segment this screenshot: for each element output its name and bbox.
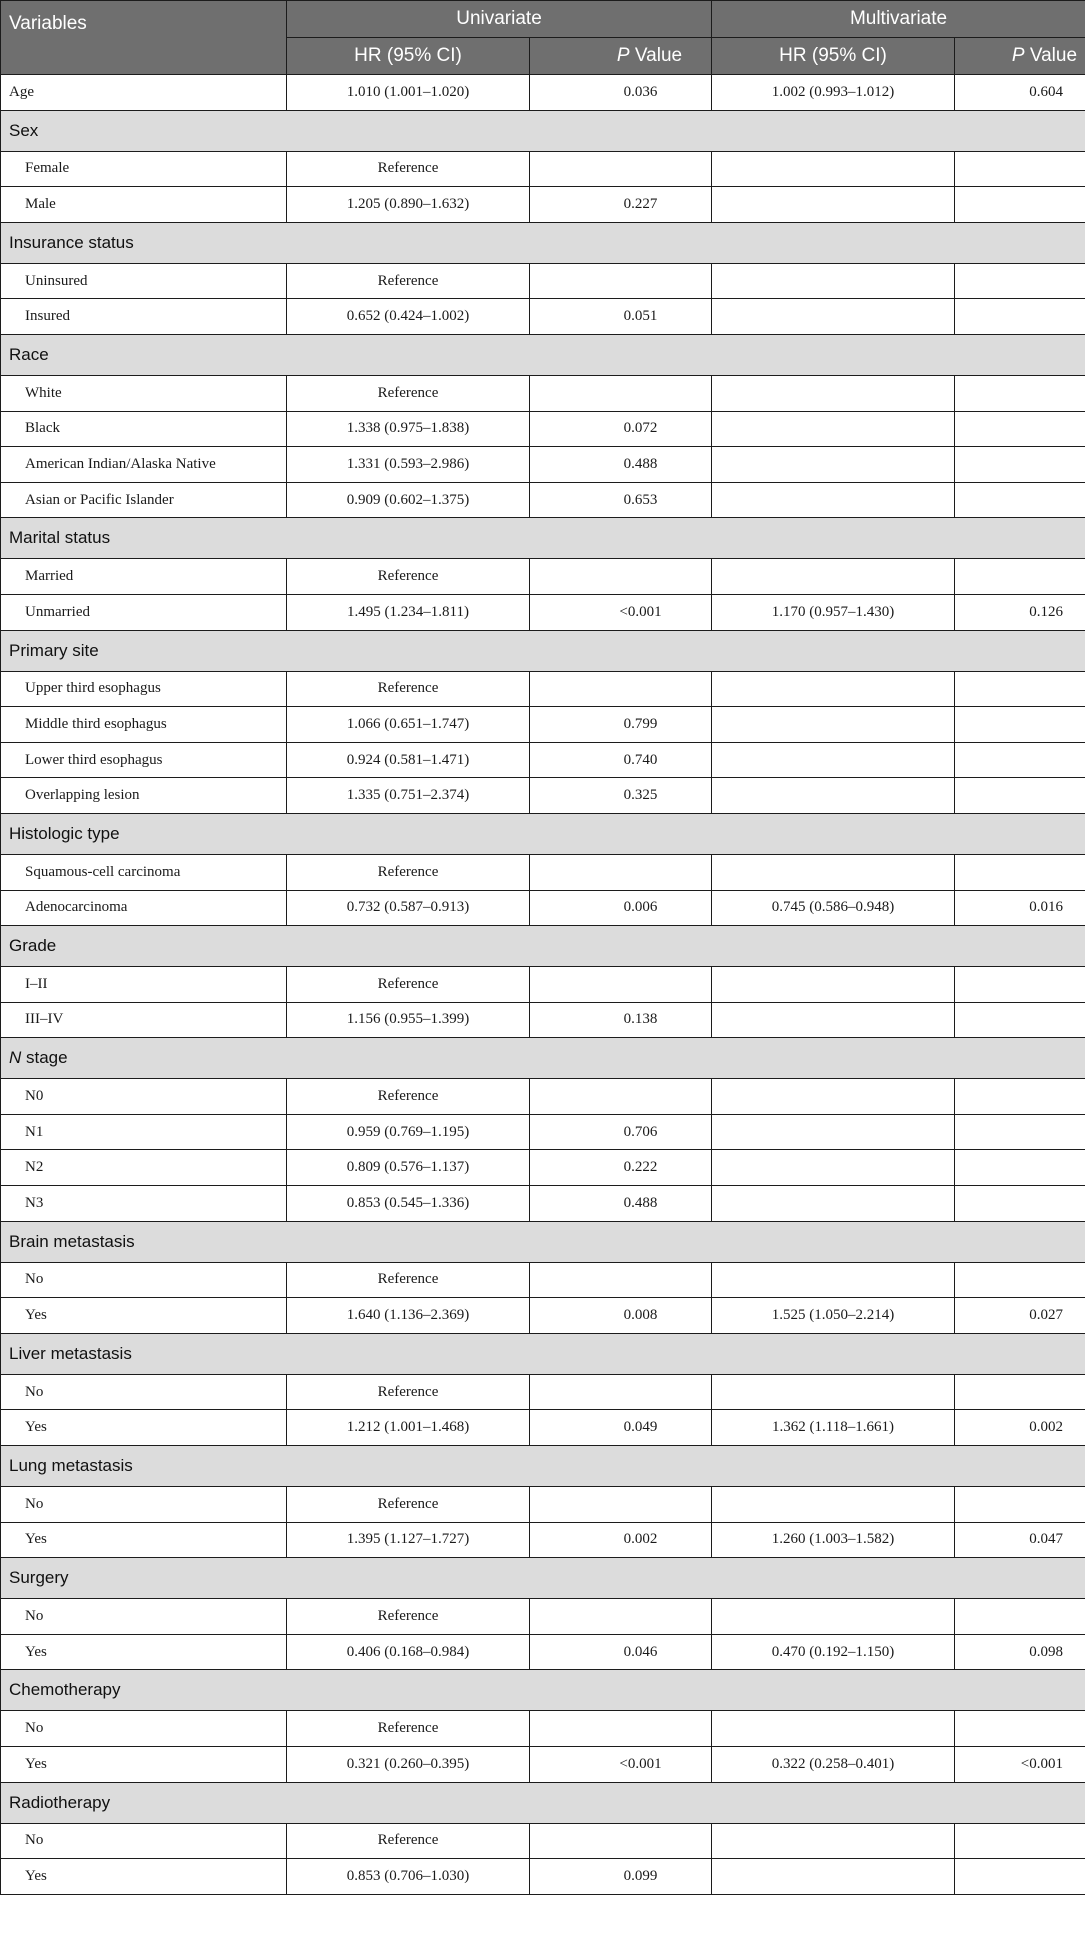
univariate-p-cell: 0.740: [530, 742, 712, 778]
multivariate-hr-cell: [712, 1150, 955, 1186]
group-label: Surgery: [1, 1558, 1085, 1599]
variable-cell: Age: [1, 75, 287, 111]
multivariate-p-cell: [955, 187, 1085, 223]
table-row: [1, 263, 1085, 299]
multivariate-p-cell: [955, 1114, 1085, 1150]
multivariate-p-cell: [955, 263, 1085, 299]
group-header-row: [1, 1558, 1085, 1599]
variable-cell: Yes: [1, 1747, 287, 1783]
p-italic: P: [616, 45, 630, 66]
variable-cell: Black: [1, 411, 287, 447]
group-header-row: [1, 518, 1085, 559]
table-row: [1, 742, 1085, 778]
multivariate-hr-cell: [712, 1374, 955, 1410]
multivariate-p-cell: [955, 299, 1085, 335]
table-row: [1, 1522, 1085, 1558]
univariate-hr-cell: 0.406 (0.168–0.984): [287, 1634, 530, 1670]
multivariate-hr-cell: [712, 1823, 955, 1859]
multivariate-hr-cell: [712, 671, 955, 707]
univariate-hr-cell: 1.212 (1.001–1.468): [287, 1410, 530, 1446]
variable-cell: I–II: [1, 967, 287, 1003]
table-row: [1, 671, 1085, 707]
multivariate-hr-cell: 1.260 (1.003–1.582): [712, 1522, 955, 1558]
univariate-p-cell: [530, 854, 712, 890]
table-row: [1, 1823, 1085, 1859]
group-label: [1, 1038, 1085, 1079]
group-label: Grade: [1, 926, 1085, 967]
table-row: [1, 778, 1085, 814]
univariate-p-cell: 0.046: [530, 1634, 712, 1670]
univariate-p-cell: 0.051: [530, 299, 712, 335]
univariate-hr-cell: Reference: [287, 1262, 530, 1298]
multivariate-hr-cell: [712, 967, 955, 1003]
multivariate-hr-cell: [712, 778, 955, 814]
table-row: [1, 1114, 1085, 1150]
table-row: [1, 707, 1085, 743]
multivariate-p-cell: [955, 559, 1085, 595]
variable-cell: No: [1, 1711, 287, 1747]
univariate-hr-cell: 0.853 (0.545–1.336): [287, 1186, 530, 1222]
variable-cell: Uninsured: [1, 263, 287, 299]
univariate-hr-cell: 1.010 (1.001–1.020): [287, 75, 530, 111]
univariate-hr-cell: 1.205 (0.890–1.632): [287, 187, 530, 223]
univariate-hr-cell: Reference: [287, 1823, 530, 1859]
variable-cell: Adenocarcinoma: [1, 890, 287, 926]
table-row: [1, 1298, 1085, 1334]
variable-cell: Middle third esophagus: [1, 707, 287, 743]
table-row: [1, 1262, 1085, 1298]
univariate-hr-cell: 1.640 (1.136–2.369): [287, 1298, 530, 1334]
multivariate-hr-cell: 0.745 (0.586–0.948): [712, 890, 955, 926]
group-header-row: [1, 334, 1085, 375]
univariate-hr-cell: 1.495 (1.234–1.811): [287, 594, 530, 630]
univariate-hr-cell: 1.395 (1.127–1.727): [287, 1522, 530, 1558]
univariate-hr-cell: Reference: [287, 671, 530, 707]
group-header-row: [1, 630, 1085, 671]
table-row: [1, 1711, 1085, 1747]
univariate-p-cell: 0.325: [530, 778, 712, 814]
group-header-row: [1, 1670, 1085, 1711]
multivariate-p-cell: [955, 967, 1085, 1003]
univariate-hr-cell: 0.924 (0.581–1.471): [287, 742, 530, 778]
group-label: Insurance status: [1, 222, 1085, 263]
group-header-row: [1, 1221, 1085, 1262]
multivariate-hr-cell: 1.002 (0.993–1.012): [712, 75, 955, 111]
p-rest: Value: [1024, 45, 1078, 66]
univariate-hr-cell: 1.156 (0.955–1.399): [287, 1002, 530, 1038]
group-label: Race: [1, 334, 1085, 375]
univariate-p-cell: [530, 1823, 712, 1859]
multivariate-p-cell: 0.027: [955, 1298, 1085, 1334]
multivariate-hr-cell: [712, 151, 955, 187]
univariate-hr-cell: 0.809 (0.576–1.137): [287, 1150, 530, 1186]
univariate-p-cell: [530, 375, 712, 411]
univariate-p-cell: 0.138: [530, 1002, 712, 1038]
multivariate-hr-cell: [712, 1859, 955, 1895]
univariate-p-cell: 0.036: [530, 75, 712, 111]
univariate-p-cell: [530, 1487, 712, 1523]
variable-cell: No: [1, 1599, 287, 1635]
multivariate-p-cell: [955, 854, 1085, 890]
group-label-rest: stage: [21, 1048, 68, 1068]
univariate-hr-cell: 1.338 (0.975–1.838): [287, 411, 530, 447]
univariate-hr-cell: Reference: [287, 1487, 530, 1523]
univariate-p-cell: [530, 967, 712, 1003]
multivariate-hr-cell: [712, 375, 955, 411]
multivariate-hr-cell: [712, 559, 955, 595]
multivariate-p-cell: [955, 1079, 1085, 1115]
multivariate-p-cell: [955, 1186, 1085, 1222]
univariate-p-cell: 0.488: [530, 1186, 712, 1222]
variable-cell: American Indian/Alaska Native: [1, 447, 287, 483]
univariate-p-cell: 0.049: [530, 1410, 712, 1446]
table-row: [1, 1634, 1085, 1670]
variable-cell: No: [1, 1262, 287, 1298]
table-row: [1, 482, 1085, 518]
univariate-hr-cell: Reference: [287, 263, 530, 299]
group-header-row: [1, 1782, 1085, 1823]
univariate-p-cell: [530, 151, 712, 187]
univariate-p-cell: 0.072: [530, 411, 712, 447]
univariate-p-cell: 0.006: [530, 890, 712, 926]
multivariate-hr-cell: [712, 411, 955, 447]
variable-cell: III–IV: [1, 1002, 287, 1038]
univariate-hr-cell: Reference: [287, 854, 530, 890]
table-row: [1, 1079, 1085, 1115]
multivariate-p-cell: [955, 707, 1085, 743]
multivariate-hr-cell: [712, 1114, 955, 1150]
table-row: [1, 1747, 1085, 1783]
group-header-row: [1, 222, 1085, 263]
univariate-hr-cell: Reference: [287, 1711, 530, 1747]
variable-cell: Female: [1, 151, 287, 187]
variable-cell: Yes: [1, 1298, 287, 1334]
multivariate-p-cell: [955, 1823, 1085, 1859]
multivariate-p-cell: [955, 1859, 1085, 1895]
header-univariate-hr: HR (95% CI): [287, 38, 530, 75]
header-multivariate: Multivariate: [712, 1, 1085, 38]
table-row: [1, 854, 1085, 890]
variable-cell: N0: [1, 1079, 287, 1115]
p-rest: Value: [629, 45, 683, 66]
univariate-p-cell: 0.706: [530, 1114, 712, 1150]
variable-cell: Squamous-cell carcinoma: [1, 854, 287, 890]
multivariate-hr-cell: 0.322 (0.258–0.401): [712, 1747, 955, 1783]
variable-cell: N3: [1, 1186, 287, 1222]
variable-cell: N2: [1, 1150, 287, 1186]
multivariate-hr-cell: [712, 299, 955, 335]
header-multivariate-hr: HR (95% CI): [712, 38, 955, 75]
multivariate-hr-cell: [712, 1599, 955, 1635]
univariate-p-cell: [530, 671, 712, 707]
multivariate-p-cell: [955, 1711, 1085, 1747]
univariate-hr-cell: Reference: [287, 559, 530, 595]
table-row: [1, 299, 1085, 335]
univariate-p-cell: <0.001: [530, 1747, 712, 1783]
group-header-row: [1, 110, 1085, 151]
group-label: Liver metastasis: [1, 1333, 1085, 1374]
table-row: [1, 1150, 1085, 1186]
table-row: [1, 1002, 1085, 1038]
group-label: Lung metastasis: [1, 1446, 1085, 1487]
univariate-p-cell: 0.799: [530, 707, 712, 743]
variable-cell: No: [1, 1823, 287, 1859]
univariate-hr-cell: 1.335 (0.751–2.374): [287, 778, 530, 814]
group-label: Primary site: [1, 630, 1085, 671]
multivariate-p-cell: 0.098: [955, 1634, 1085, 1670]
table-row: [1, 1859, 1085, 1895]
multivariate-p-cell: [955, 1002, 1085, 1038]
variable-cell: Upper third esophagus: [1, 671, 287, 707]
univariate-hr-cell: Reference: [287, 151, 530, 187]
multivariate-hr-cell: 1.362 (1.118–1.661): [712, 1410, 955, 1446]
multivariate-p-cell: 0.047: [955, 1522, 1085, 1558]
table-row: [1, 375, 1085, 411]
group-header-row: [1, 1038, 1085, 1079]
univariate-hr-cell: Reference: [287, 967, 530, 1003]
multivariate-p-cell: [955, 1374, 1085, 1410]
multivariate-hr-cell: 1.170 (0.957–1.430): [712, 594, 955, 630]
univariate-hr-cell: 0.909 (0.602–1.375): [287, 482, 530, 518]
univariate-hr-cell: Reference: [287, 1079, 530, 1115]
group-header-row: [1, 1446, 1085, 1487]
multivariate-p-cell: [955, 411, 1085, 447]
multivariate-p-cell: [955, 447, 1085, 483]
header-variables: Variables: [1, 1, 287, 75]
multivariate-p-cell: [955, 1262, 1085, 1298]
table-header: [1, 1, 1085, 75]
multivariate-p-cell: [955, 671, 1085, 707]
table-row: [1, 890, 1085, 926]
multivariate-p-cell: [955, 375, 1085, 411]
variable-cell: Yes: [1, 1634, 287, 1670]
group-label: Chemotherapy: [1, 1670, 1085, 1711]
variable-cell: Overlapping lesion: [1, 778, 287, 814]
multivariate-hr-cell: [712, 1002, 955, 1038]
multivariate-p-cell: [955, 1599, 1085, 1635]
multivariate-hr-cell: [712, 854, 955, 890]
univariate-p-cell: 0.227: [530, 187, 712, 223]
group-label: Sex: [1, 110, 1085, 151]
univariate-hr-cell: 0.732 (0.587–0.913): [287, 890, 530, 926]
univariate-p-cell: 0.222: [530, 1150, 712, 1186]
group-header-row: [1, 926, 1085, 967]
table-row: [1, 151, 1085, 187]
univariate-p-cell: 0.488: [530, 447, 712, 483]
multivariate-hr-cell: [712, 1711, 955, 1747]
univariate-hr-cell: 0.321 (0.260–0.395): [287, 1747, 530, 1783]
univariate-hr-cell: 1.331 (0.593–2.986): [287, 447, 530, 483]
table-row: [1, 559, 1085, 595]
table-row: [1, 411, 1085, 447]
group-header-row: [1, 813, 1085, 854]
univariate-p-cell: <0.001: [530, 594, 712, 630]
univariate-p-cell: [530, 1262, 712, 1298]
univariate-hr-cell: 0.959 (0.769–1.195): [287, 1114, 530, 1150]
multivariate-p-cell: [955, 482, 1085, 518]
multivariate-p-cell: 0.002: [955, 1410, 1085, 1446]
table-row: [1, 1374, 1085, 1410]
multivariate-hr-cell: [712, 263, 955, 299]
multivariate-hr-cell: [712, 482, 955, 518]
univariate-p-cell: [530, 1079, 712, 1115]
variable-cell: N1: [1, 1114, 287, 1150]
multivariate-hr-cell: [712, 447, 955, 483]
variable-cell: Lower third esophagus: [1, 742, 287, 778]
univariate-hr-cell: Reference: [287, 1599, 530, 1635]
univariate-p-cell: 0.653: [530, 482, 712, 518]
univariate-hr-cell: 0.853 (0.706–1.030): [287, 1859, 530, 1895]
univariate-p-cell: 0.099: [530, 1859, 712, 1895]
p-italic: P: [1011, 45, 1025, 66]
variable-cell: Unmarried: [1, 594, 287, 630]
multivariate-p-cell: 0.126: [955, 594, 1085, 630]
variable-cell: Male: [1, 187, 287, 223]
univariate-p-cell: [530, 1711, 712, 1747]
table-row: [1, 187, 1085, 223]
univariate-hr-cell: Reference: [287, 1374, 530, 1410]
multivariate-hr-cell: 0.470 (0.192–1.150): [712, 1634, 955, 1670]
variable-cell: Insured: [1, 299, 287, 335]
multivariate-hr-cell: [712, 707, 955, 743]
table-row: [1, 1410, 1085, 1446]
univariate-hr-cell: 0.652 (0.424–1.002): [287, 299, 530, 335]
variable-cell: Married: [1, 559, 287, 595]
group-label: Brain metastasis: [1, 1221, 1085, 1262]
variable-cell: Yes: [1, 1410, 287, 1446]
multivariate-p-cell: 0.604: [955, 75, 1085, 111]
group-label: Radiotherapy: [1, 1782, 1085, 1823]
variable-cell: Yes: [1, 1859, 287, 1895]
multivariate-p-cell: [955, 151, 1085, 187]
group-header-row: [1, 1333, 1085, 1374]
multivariate-p-cell: [955, 1150, 1085, 1186]
table-row: [1, 447, 1085, 483]
table-row: [1, 967, 1085, 1003]
univariate-hr-cell: Reference: [287, 375, 530, 411]
multivariate-hr-cell: [712, 1079, 955, 1115]
table-row: [1, 75, 1085, 111]
multivariate-p-cell: <0.001: [955, 1747, 1085, 1783]
multivariate-hr-cell: [712, 1487, 955, 1523]
univariate-p-cell: [530, 559, 712, 595]
group-label: Histologic type: [1, 813, 1085, 854]
variable-cell: Asian or Pacific Islander: [1, 482, 287, 518]
variable-cell: White: [1, 375, 287, 411]
table-row: [1, 594, 1085, 630]
multivariate-hr-cell: [712, 1262, 955, 1298]
variable-cell: No: [1, 1487, 287, 1523]
univariate-p-cell: 0.008: [530, 1298, 712, 1334]
multivariate-p-cell: [955, 742, 1085, 778]
multivariate-p-cell: [955, 778, 1085, 814]
multivariate-hr-cell: [712, 742, 955, 778]
header-univariate: Univariate: [287, 1, 712, 38]
univariate-hr-cell: 1.066 (0.651–1.747): [287, 707, 530, 743]
table-row: [1, 1186, 1085, 1222]
variable-cell: No: [1, 1374, 287, 1410]
header-multivariate-p: [955, 38, 1085, 75]
group-label-italic: N: [9, 1048, 22, 1068]
multivariate-hr-cell: [712, 187, 955, 223]
univariate-p-cell: 0.002: [530, 1522, 712, 1558]
multivariate-p-cell: [955, 1487, 1085, 1523]
table-row: [1, 1599, 1085, 1635]
header-univariate-p: [530, 38, 712, 75]
table-row: [1, 1487, 1085, 1523]
univariate-p-cell: [530, 263, 712, 299]
group-label: Marital status: [1, 518, 1085, 559]
univariate-p-cell: [530, 1599, 712, 1635]
univariate-p-cell: [530, 1374, 712, 1410]
multivariate-p-cell: 0.016: [955, 890, 1085, 926]
multivariate-hr-cell: 1.525 (1.050–2.214): [712, 1298, 955, 1334]
table-body: [1, 75, 1085, 1895]
variable-cell: Yes: [1, 1522, 287, 1558]
multivariate-hr-cell: [712, 1186, 955, 1222]
